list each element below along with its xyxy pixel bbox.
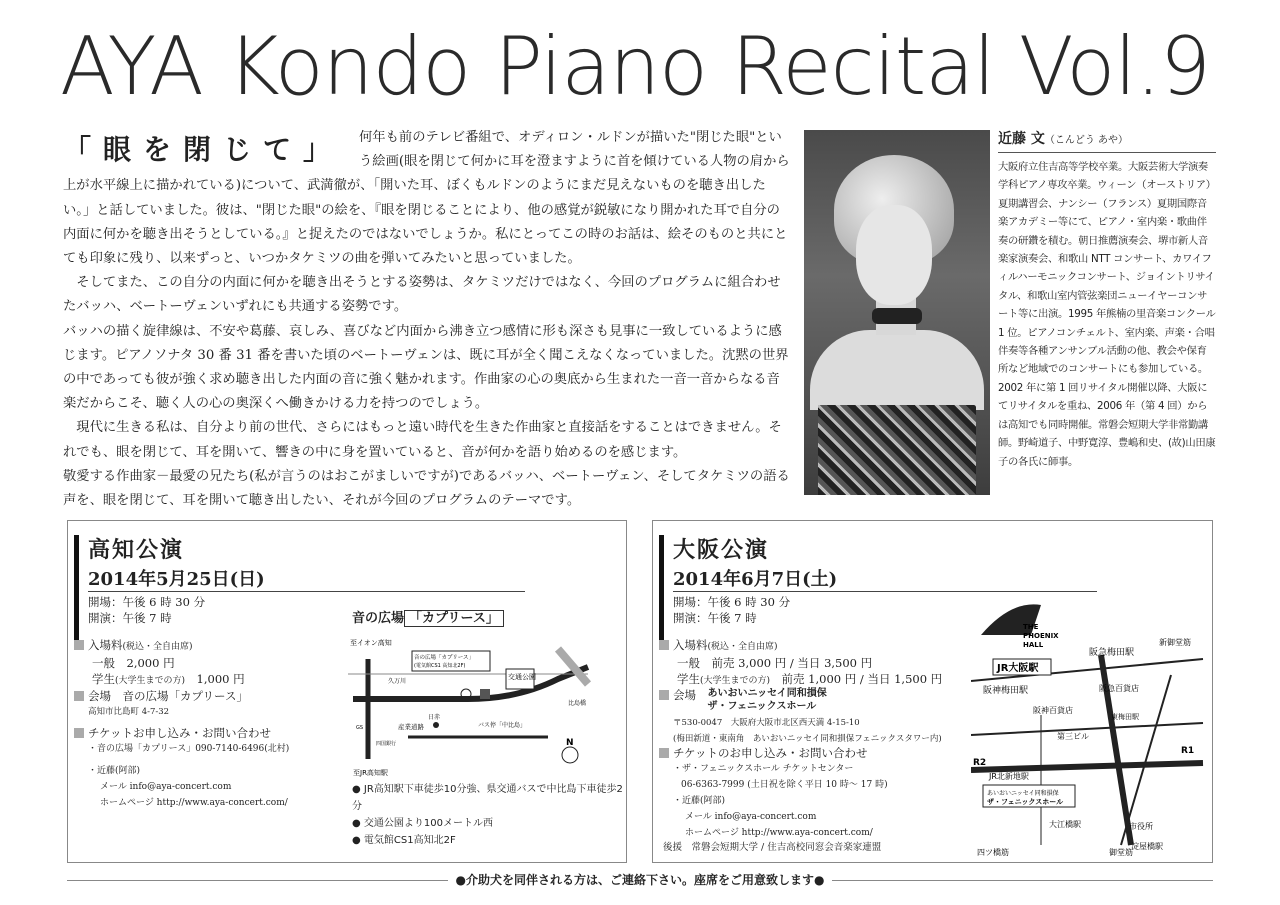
osaka-city: 大阪公演 <box>673 537 770 563</box>
footer-note: ●介助犬を同伴される方は、ご連絡下さい。座席をご用意致します● <box>67 870 1213 890</box>
map-label-venue-box: 音の広場「カプリース」 <box>414 655 475 661</box>
map-north-label: N <box>566 738 574 748</box>
map-label-jr: 至JR高知駅 <box>353 769 388 777</box>
map-label-venue-sub: (電気館CS1 高知北2F) <box>414 663 466 669</box>
intro-text <box>63 126 791 513</box>
svg-text:東梅田駅: 東梅田駅 <box>1111 713 1139 721</box>
svg-text:市役所: 市役所 <box>1129 822 1153 831</box>
svg-text:四ツ橋筋: 四ツ橋筋 <box>977 848 1009 857</box>
svg-text:あいおいニッセイ同和損保: あいおいニッセイ同和損保 <box>987 790 1059 797</box>
bio-reading: （こんどう あや） <box>1044 135 1129 146</box>
map-label-bank: 四国銀行 <box>376 741 397 747</box>
kochi-date: 2014年5月25日(日) <box>88 565 525 592</box>
svg-text:新御堂筋: 新御堂筋 <box>1159 638 1191 647</box>
svg-text:第三ビル: 第三ビル <box>1057 732 1089 741</box>
kochi-map <box>348 629 593 779</box>
direction-item: ● 交通公園より100メートル西 <box>352 818 493 829</box>
svg-text:阪神百貨店: 阪神百貨店 <box>1033 706 1073 715</box>
svg-text:THE: THE <box>1023 623 1039 631</box>
kochi-directions <box>352 781 626 849</box>
map-label-bus: バス停「中比島」 <box>478 722 527 729</box>
osaka-times: 開場：午後 6 時 30 分 開演：午後 7 時 <box>673 595 791 625</box>
intro-paragraph: そしてまた、この自分の内面に何かを聴き出そうとする姿勢は、タケミツだけではなく、今回のプログラムに組合わせたバッハ、ベートーヴェンいずれにも共通する姿勢です。 <box>63 275 781 315</box>
osaka-sponsor: 後援 常磐会短期大学 / 住吉高校同窓会音楽家連盟 <box>663 842 882 853</box>
kochi-venue: 会場 音の広場「カプリース」 高知市比島町 4-7-32 <box>74 688 248 720</box>
svg-text:R1: R1 <box>1181 746 1195 756</box>
intro-paragraph: 何年も前のテレビ番組で、オディロン・ルドンが描いた"閉じた眼"という絵画(眼を閉じて何かに耳を澄ますように首を傾けている人物の肩から上が水平線上に描かれている)について、武満徹が、「開いた耳、ぼくもルドンのようにまだ見えないものを聴き出したい。」と話していました。彼は、"閉じた眼"の絵を、『眼を閉じることにより、他の感覚が鋭敏になり開かれた耳で自分の内面に何かを聴き出そうとしている。』と捉えたのではないでしょうか。私にとってこの時のお話は、絵そのものと共にとても印象に残り、以来ずっと、いつかタケミツの曲を弾いてみたいと思っていました。 <box>63 130 790 267</box>
svg-text:淀屋橋駅: 淀屋橋駅 <box>1131 842 1163 851</box>
osaka-map <box>971 595 1209 857</box>
direction-item: ● 電気館CS1高知北2F <box>352 835 456 846</box>
osaka-venue: 会場 あいおいニッセイ同和損保 ザ・フェニックスホール 〒530-0047 大阪府大阪市北区西天満 4-15-10 (梅田新道・東南角 あいおいニッセイ同和損保フェニックスタワー内) <box>659 687 942 747</box>
kochi-concert-panel <box>67 520 627 863</box>
svg-text:大江橋駅: 大江橋駅 <box>1049 820 1081 829</box>
svg-text:JR北新地駅: JR北新地駅 <box>989 772 1029 781</box>
osaka-tickets: チケットのお申し込み・お問い合わせ ・ザ・フェニックスホール チケットセンター 06-6363-7999 (土日祝を除く平日 10 時～ 17 時) ・近藤(阿部) メール info@aya-concert.com ホームページ http://www.aya-concert.com/ <box>659 745 888 841</box>
map-label-hijima: 比島橋 <box>568 700 587 707</box>
svg-text:御堂筋: 御堂筋 <box>1109 848 1133 857</box>
svg-text:HALL: HALL <box>1023 641 1044 649</box>
svg-text:阪神梅田駅: 阪神梅田駅 <box>983 686 1029 696</box>
osaka-concert-panel <box>652 520 1213 863</box>
intro-paragraph: 現代に生きる私は、自分より前の世代、さらにはもっと遠い時代を生きた作曲家と直接話をすることはできません。それでも、眼を閉じて、耳を開いて、響きの中に身を置いていると、音が何かを語り始めるのを感じます。 <box>63 420 782 460</box>
kochi-fee: 入場料(税込・全自由席) 一般 2,000 円 学生(大学生までの方) 1,000 円 <box>74 637 245 689</box>
kochi-city: 高知公演 <box>88 537 185 563</box>
direction-item: ● JR高知駅下車徒歩10分強、県交通バスで中比島下車徒歩2分 <box>352 784 623 812</box>
osaka-date: 2014年6月7日(土) <box>673 565 1097 592</box>
svg-text:ザ・フェニックスホール: ザ・フェニックスホール <box>987 798 1064 806</box>
bio-name: 近藤 文（こんどう あや） <box>998 128 1216 153</box>
intro-heading: 「眼を閉じて」 <box>63 133 344 166</box>
svg-text:阪急梅田駅: 阪急梅田駅 <box>1089 648 1135 658</box>
svg-text:阪急百貨店: 阪急百貨店 <box>1099 684 1139 693</box>
kochi-tickets: チケットお申し込み・お問い合わせ ・音の広場「カプリース」090-7140-6496(北村) ・近藤(阿部) メール info@aya-concert.com ホームページ http://www.aya-concert.com/ <box>74 725 289 811</box>
map-label-sangyo: 産業道路 <box>398 723 424 731</box>
svg-text:PHOENIX: PHOENIX <box>1023 632 1059 640</box>
osaka-fee: 入場料(税込・全自由席) 一般 前売 3,000 円 / 当日 3,500 円 学生(大学生までの方) 前売 1,000 円 / 当日 1,500 円 <box>659 637 942 689</box>
kochi-map-title: 音の広場 「カプリース」 <box>352 607 504 626</box>
map-label-kotsu: 交通公園 <box>508 673 536 681</box>
pianist-photo <box>804 130 990 495</box>
svg-text:R2: R2 <box>973 758 987 768</box>
bio-section <box>998 128 1216 471</box>
intro-paragraph: 敬愛する作曲家－最愛の兄たち(私が言うのはおこがましいですが)であるバッハ、ベートーヴェン、そしてタケミツの語る声を、眼を閉じて、耳を開いて聴き出したい、それが今回のプログラムのテーマです。 <box>63 468 790 509</box>
svg-text:JR大阪駅: JR大阪駅 <box>997 663 1039 674</box>
map-label-gs: GS <box>356 725 364 731</box>
bio-text: 大阪府立住吉高等学校卒業。大阪芸術大学演奏学科ピアノ専攻卒業。ウィーン（オーストリア）夏期講習会、ナンシー（フランス）夏期国際音楽アカデミー等にて、ピアノ・室内楽・歌曲伴奏の研鑽を積む。朝日推薦演奏会、堺市新人音楽家演奏会、和歌山 NTT コンサート、カワイフィルハーモニックコンサート、ジョイントリサイタル、和歌山室内管弦楽団ニューイヤーコンサート等に出演。1995 年熊楠の里音楽コンクール 1 位。ピアノコンチェルト、室内楽、声楽・合唱伴奏等各種アンサンブル活動の他、教会や保育所など地域でのコンサートにも参加している。2002 年に第 1 回リサイタル開催以降、大阪にてリサイタルを重ね、2006 年（第 4 回）からは高知でも同時開催。常磐会短期大学非常勤講師。野崎道子、中野寛淳、豊嶋和史、(故)山田康子の各氏に師事。 <box>998 161 1216 468</box>
map-label-kuma: 久万川 <box>388 678 407 685</box>
page-title: AYA Kondo Piano Recital Vol.9 <box>60 20 1210 113</box>
kochi-times: 開場：午後 6 時 30 分 開演：午後 7 時 <box>88 595 206 625</box>
intro-paragraph: バッハの描く旋律線は、不安や葛藤、哀しみ、喜びなど内面から沸き立つ感情に形も深さも見事に一致しているように感じます。ピアノソナタ 30 番 31 番を書いた頃のベートーヴェンは、既に耳が全く聞こえなくなっていました。沈黙の世界の中であっても彼が強く求め聴き出した内面の音に強く魅かれます。作曲家の心の奥底から生まれた一音一音からなる音楽だからこそ、聴く人の心の奥深くへ働きかける力を持つのでしょう。 <box>63 323 789 412</box>
map-label-aeon: 至イオン高知 <box>350 639 392 647</box>
map-label-nissek: 日赤 <box>428 714 441 721</box>
